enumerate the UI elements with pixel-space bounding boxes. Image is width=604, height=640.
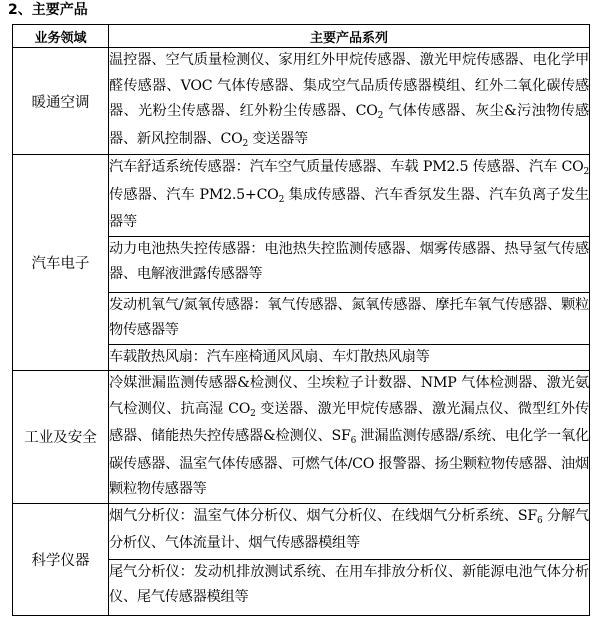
table-row [13, 48, 590, 155]
domain-cell: 科学仪器 [13, 503, 109, 615]
header-domain: 业务领域 [13, 25, 109, 48]
product-description-cell [109, 344, 590, 371]
domain-cell: 工业及安全 [13, 371, 109, 504]
product-text: 集成传感器、汽车香氛发生器、汽车负离子发生器等 [109, 186, 589, 230]
subscript: 2 [250, 408, 256, 419]
product-text: 泄漏监测传感器/系统、电化学一氧化碳传感器、温室气体传感器、可燃气体/CO 报警器、扬尘颗粒物传感器、油烟颗粒物传感器等 [109, 428, 589, 497]
table-body [13, 48, 590, 616]
subscript: 2 [377, 111, 384, 121]
section-heading: 2、主要产品 [8, 2, 88, 18]
product-text: 变送器等 [247, 130, 308, 147]
product-text: 尾气分析仪：发动机排放测试系统、在用车排放分析仪、新能源电池气体分析仪、尾气传感器模组等 [109, 563, 589, 605]
product-text: 变送器、激光甲烷传感器、激光漏点仪、微型红外传感器、储能热失控传感器&检测仪、SF [109, 400, 589, 444]
domain-cell: 汽车电子 [13, 155, 109, 371]
product-text: 发动机氧气/氮氧传感器：氧气传感器、氮氧传感器、摩托车氧气传感器、颗粒物传感器等 [109, 296, 589, 338]
product-table [12, 24, 590, 616]
product-text: 冷媒泄漏监测传感器&检测仪、尘埃粒子计数器、NMP 气体检测器、激光氨气检测仪、抗高湿 CO [109, 375, 589, 417]
table-row [13, 155, 590, 237]
table-row [13, 503, 590, 559]
product-text: 传感器、汽车 PM2.5+CO [109, 186, 279, 203]
product-description-cell [109, 48, 590, 155]
product-description-cell [109, 371, 590, 504]
product-description-cell [109, 236, 590, 292]
product-text: 温控器、空气质量检测仪、家用红外甲烷传感器、激光甲烷传感器、电化学甲醛传感器、VOC 气体传感器、集成空气品质传感器模组、红外二氧化碳传感器、光粉尘传感器、红外粉尘传感器、CO [109, 52, 589, 119]
product-description-cell [109, 503, 590, 559]
subscript: 2 [242, 138, 248, 149]
subscript: 2 [278, 194, 285, 205]
table-row [13, 371, 590, 504]
product-text: 分解气分析仪、气体流量计、烟气传感器模组等 [109, 507, 589, 551]
product-description-cell [109, 292, 590, 344]
product-text: 汽车舒适系统传感器：汽车空气质量传感器、车载 PM2.5 传感器、汽车 CO [109, 159, 584, 175]
header-products: 主要产品系列 [109, 25, 590, 48]
product-description-cell [109, 155, 590, 237]
product-text: 车载散热风扇：汽车座椅通风风扇、车灯散热风扇等 [109, 348, 430, 365]
product-description-cell [109, 559, 590, 615]
subscript: 6 [536, 515, 543, 526]
product-text: 烟气分析仪：温室气体分析仪、烟气分析仪、在线烟气分析系统、SF [109, 507, 537, 524]
product-text: 气体传感器、灰尘&污浊物传感器、新风控制器、CO [109, 103, 589, 147]
table-header-row [13, 25, 590, 48]
subscript: 2 [583, 167, 589, 177]
domain-cell: 暖通空调 [13, 48, 109, 155]
product-text: 动力电池热失控传感器：电池热失控监测传感器、烟雾传感器、热导氢气传感器、电解液泄露传感器等 [109, 240, 589, 282]
subscript: 6 [350, 436, 357, 446]
